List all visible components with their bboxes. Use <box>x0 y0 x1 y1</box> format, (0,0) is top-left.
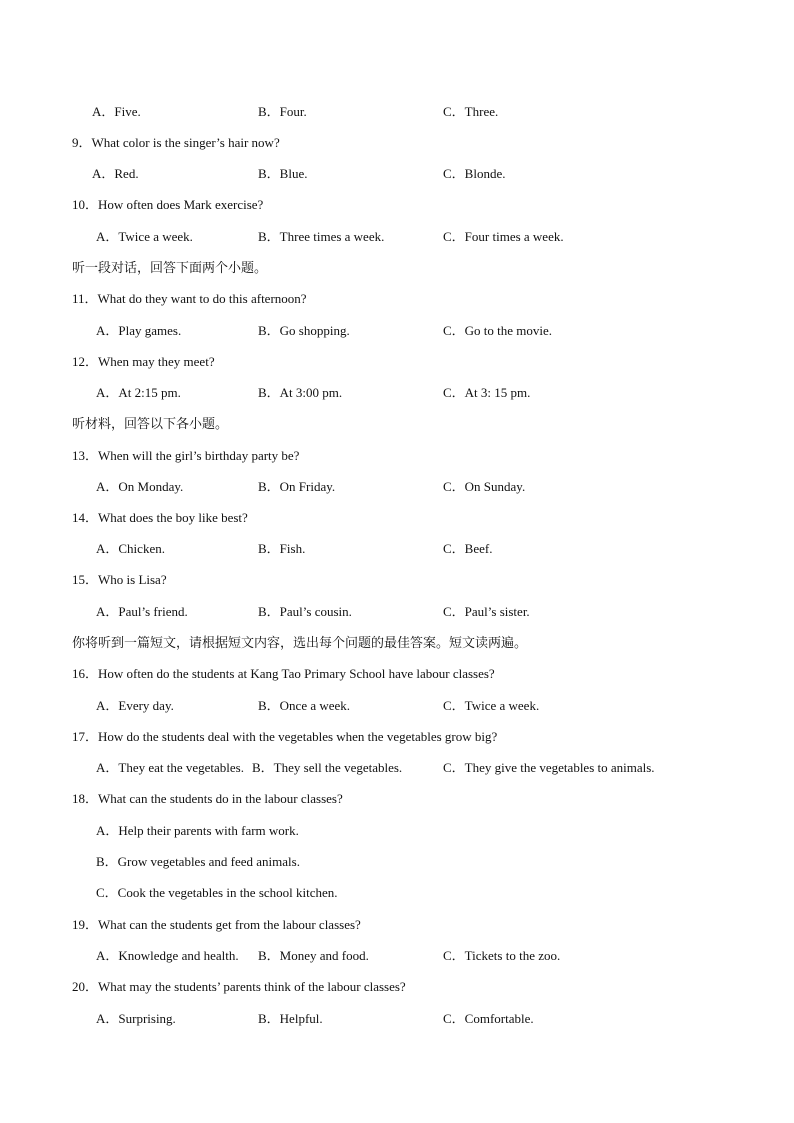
q13-option-c: C．On Sunday. <box>443 479 526 494</box>
q10-options <box>0 227 794 247</box>
q13-question-line <box>0 446 794 466</box>
q18-option-a: A．Help their parents with farm work. <box>96 823 299 838</box>
q16-question-line <box>0 664 794 684</box>
instruction-3: 你将听到一篇短文，请根据短文内容，选出每个问题的最佳答案。短文读两遍。 <box>72 635 528 650</box>
q20-options <box>0 1009 794 1029</box>
q17-option-a: A．They eat the vegetables. <box>96 760 244 775</box>
q20-question-line <box>0 977 794 997</box>
q20-question: 20．What may the students’ parents think of the labour classes? <box>72 979 406 994</box>
q15-option-c: C．Paul’s sister. <box>443 604 530 619</box>
q19-option-c: C．Tickets to the zoo. <box>443 948 561 963</box>
q16-option-c: C．Twice a week. <box>443 698 540 713</box>
q18-question-line <box>0 789 794 809</box>
q17-options <box>0 758 794 778</box>
q12-question: 12．When may they meet? <box>72 354 215 369</box>
q16-option-a: A．Every day. <box>96 698 174 713</box>
instruction-2: 听材料，回答以下各小题。 <box>72 416 229 431</box>
q11-option-b: B．Go shopping. <box>258 323 350 338</box>
q12-question-line <box>0 352 794 372</box>
q8-options <box>0 102 794 122</box>
q17-question-line <box>0 727 794 747</box>
q12-option-a: A．At 2:15 pm. <box>96 385 181 400</box>
q16-question: 16．How often do the students at Kang Tao Primary School have labour classes? <box>72 666 495 681</box>
q14-option-a: A．Chicken. <box>96 541 165 556</box>
q9-question-line <box>0 133 794 153</box>
q13-option-a: A．On Monday. <box>96 479 184 494</box>
q15-question: 15．Who is Lisa? <box>72 572 167 587</box>
instruction-1-line <box>0 258 794 278</box>
q15-option-a: A．Paul’s friend. <box>96 604 188 619</box>
q11-option-c: C．Go to the movie. <box>443 323 553 338</box>
q16-options <box>0 696 794 716</box>
q18-option-b: B．Grow vegetables and feed animals. <box>96 854 300 869</box>
q17-question: 17．How do the students deal with the vegetables when the vegetables grow big? <box>72 729 498 744</box>
q20-option-b: B．Helpful. <box>258 1011 323 1026</box>
q19-options <box>0 946 794 966</box>
q10-option-c: C．Four times a week. <box>443 229 564 244</box>
q12-options <box>0 383 794 403</box>
q10-question: 10．How often does Mark exercise? <box>72 197 264 212</box>
q13-question: 13．When will the girl’s birthday party be? <box>72 448 300 463</box>
q13-option-b: B．On Friday. <box>258 479 336 494</box>
q8-option-b: B．Four. <box>258 104 307 119</box>
q15-options <box>0 602 794 622</box>
instruction-3-line <box>0 633 794 653</box>
q18-option-c: C．Cook the vegetables in the school kitchen. <box>96 885 338 900</box>
q15-option-b: B．Paul’s cousin. <box>258 604 352 619</box>
instruction-1: 听一段对话，回答下面两个小题。 <box>72 260 268 275</box>
q20-option-c: C．Comfortable. <box>443 1011 534 1026</box>
q18-option-b-line <box>0 852 794 872</box>
q18-option-c-line <box>0 883 794 903</box>
q8-option-a: A．Five. <box>92 104 141 119</box>
q10-option-a: A．Twice a week. <box>96 229 193 244</box>
q18-option-a-line <box>0 821 794 841</box>
q9-option-c: C．Blonde. <box>443 166 506 181</box>
q8-option-c: C．Three. <box>443 104 499 119</box>
q9-question: 9．What color is the singer’s hair now? <box>72 135 280 150</box>
q20-option-a: A．Surprising. <box>96 1011 176 1026</box>
q10-question-line <box>0 195 794 215</box>
q14-question-line <box>0 508 794 528</box>
q19-question: 19．What can the students get from the labour classes? <box>72 917 361 932</box>
q14-options <box>0 539 794 559</box>
q15-question-line <box>0 570 794 590</box>
instruction-2-line <box>0 414 794 434</box>
q19-question-line <box>0 915 794 935</box>
q11-option-a: A．Play games. <box>96 323 182 338</box>
q12-option-b: B．At 3:00 pm. <box>258 385 343 400</box>
q14-option-c: C．Beef. <box>443 541 493 556</box>
q10-option-b: B．Three times a week. <box>258 229 385 244</box>
q9-option-b: B．Blue. <box>258 166 308 181</box>
q19-option-b: B．Money and food. <box>258 948 369 963</box>
q19-option-a: A．Knowledge and health. <box>96 948 239 963</box>
q9-option-a: A．Red. <box>92 166 139 181</box>
q12-option-c: C．At 3: 15 pm. <box>443 385 531 400</box>
q17-option-c: C．They give the vegetables to animals. <box>443 760 655 775</box>
q14-question: 14．What does the boy like best? <box>72 510 248 525</box>
q9-options <box>0 164 794 184</box>
q11-question-line <box>0 289 794 309</box>
q11-options <box>0 321 794 341</box>
q11-question: 11．What do they want to do this afternoon? <box>72 291 307 306</box>
q16-option-b: B．Once a week. <box>258 698 351 713</box>
q18-question: 18．What can the students do in the labour classes? <box>72 791 343 806</box>
q13-options <box>0 477 794 497</box>
q17-option-b: B．They sell the vegetables. <box>252 760 403 775</box>
q14-option-b: B．Fish. <box>258 541 306 556</box>
